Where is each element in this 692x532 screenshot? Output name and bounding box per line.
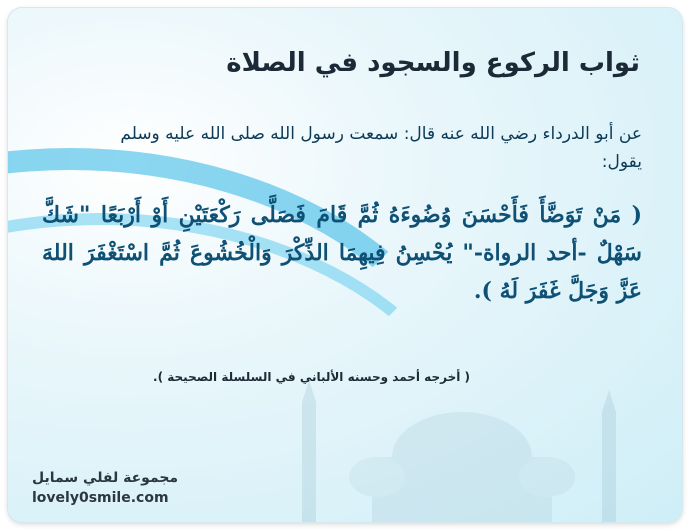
brand-url: lovely0smile.com <box>32 490 169 506</box>
hadith-text: ( مَنْ تَوَضَّأَ فَأَحْسَنَ وُضُوءَهُ ثُمَّ قَامَ فَصَلَّى رَكْعَتَيْنِ أَوْ أَرْبَعًا "شَكَّ سَهْلٌ -أحد الرواة-" يُحْسِنُ فِيهِمَا الذِّكْرَ وَالْخُشُوعَ ثُمَّ اسْتَغْفَرَ اللهَ عَزَّ وَجَلَّ غَفَرَ لَهُ ). <box>42 202 642 304</box>
hadith-source: ( أخرجه أحمد وحسنه الألباني في السلسلة الصحيحة ). <box>153 370 470 384</box>
site-branding <box>32 470 178 506</box>
hadith-intro: عن أبو الدرداء رضي الله عنه قال: سمعت رسول الله صلى الله عليه وسلم يقول: <box>120 124 642 172</box>
content-card <box>8 8 682 522</box>
mosque-skyline-image <box>282 362 642 522</box>
brand-arabic-name: مجموعة لفلي سمايل <box>32 470 179 486</box>
page-title: ثواب الركوع والسجود في الصلاة <box>226 48 640 78</box>
